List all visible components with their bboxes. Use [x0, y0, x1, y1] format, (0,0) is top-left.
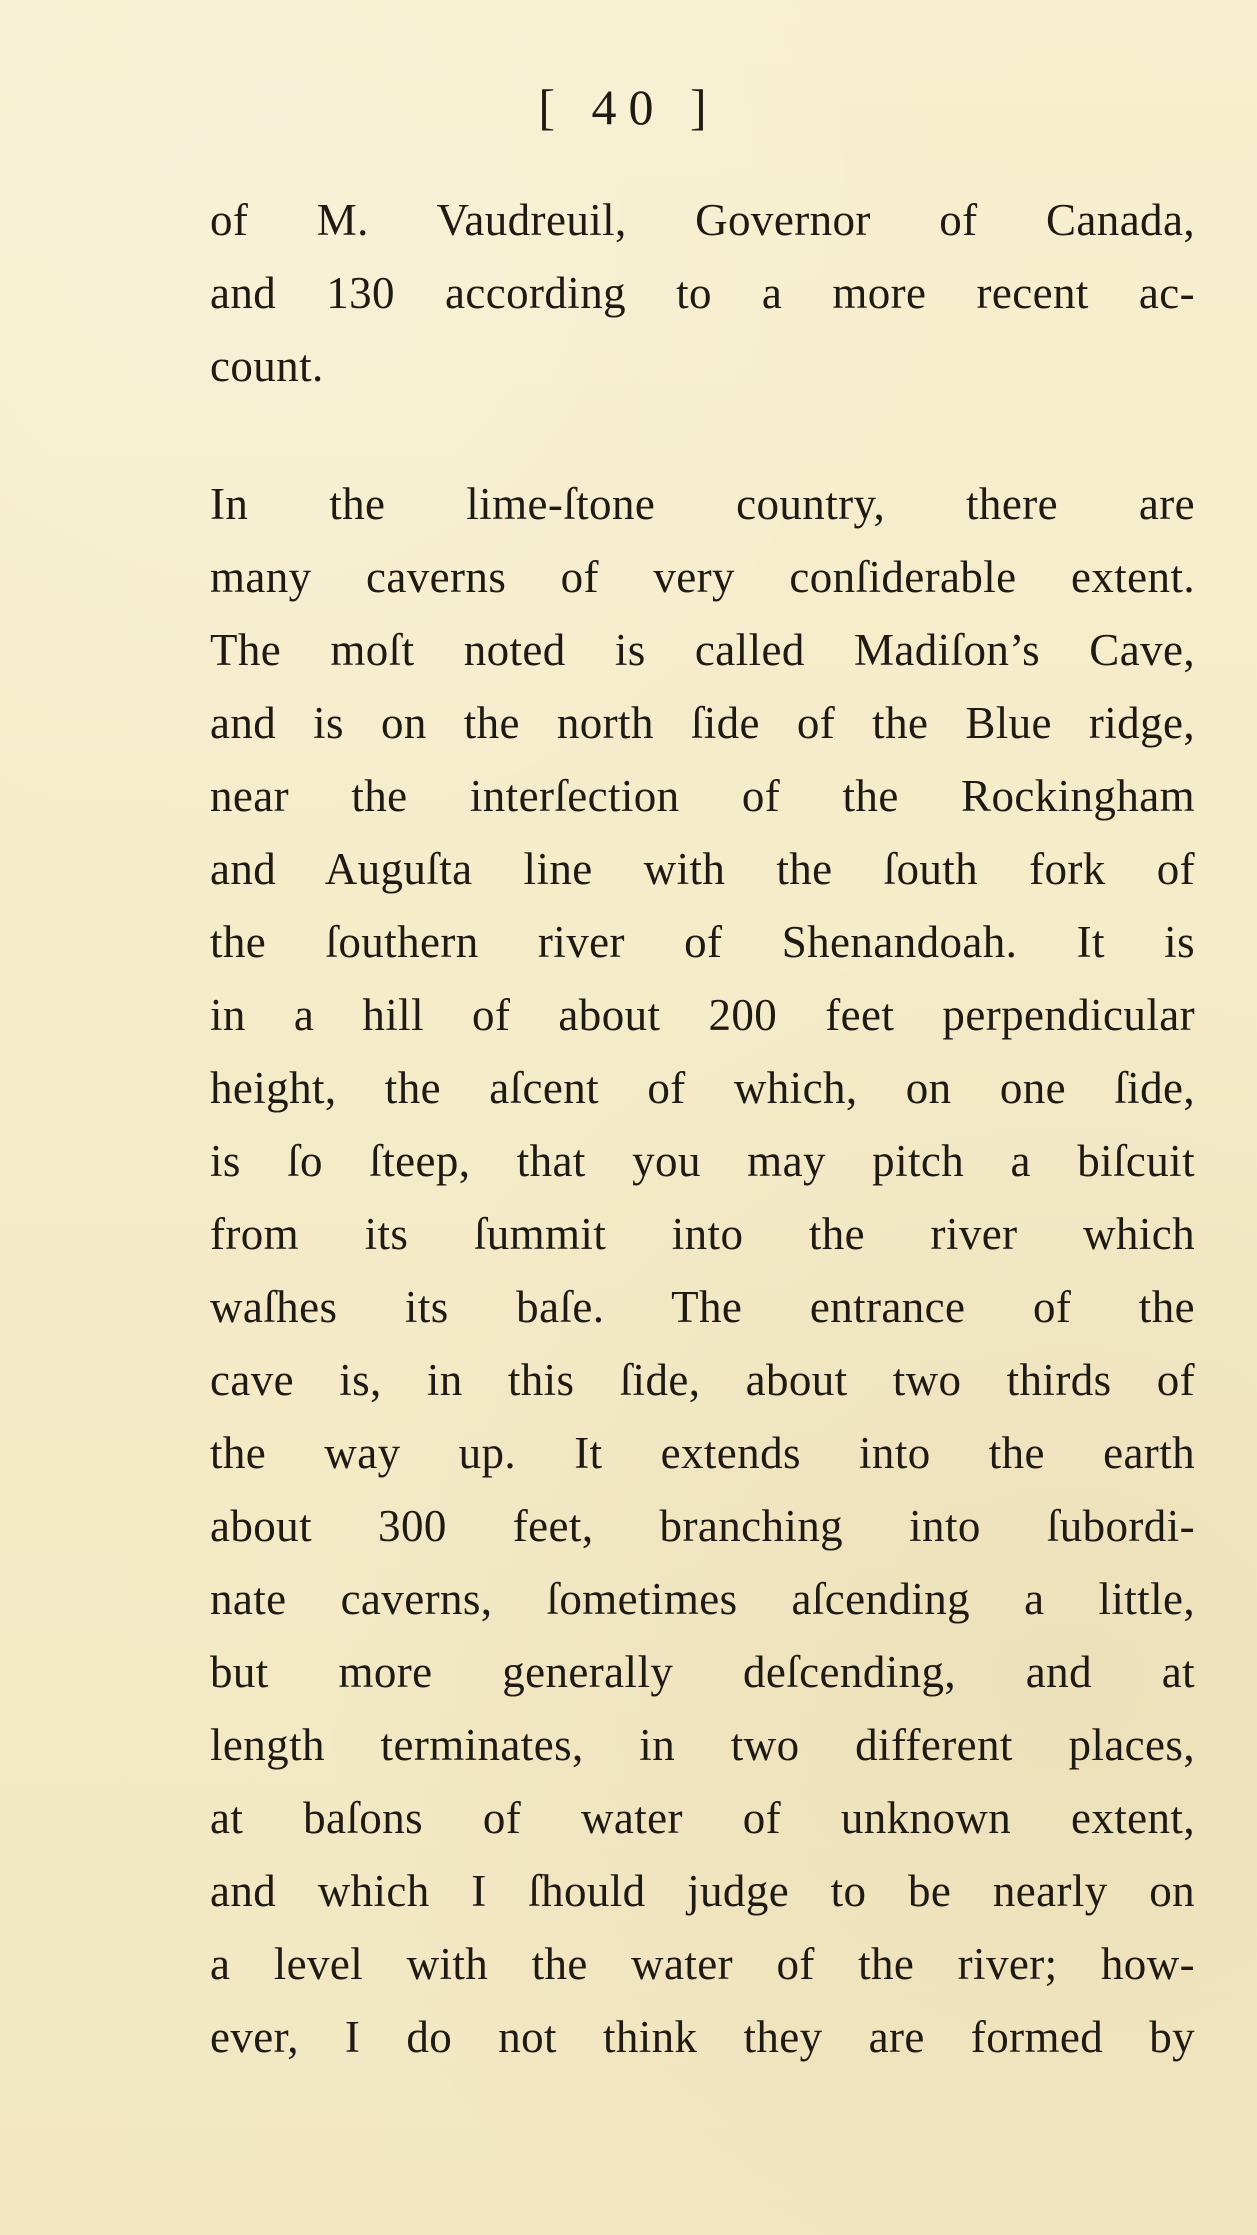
- text-line: nate caverns, ſometimes aſcending a little,: [210, 1574, 1195, 1624]
- text-line: height, the aſcent of which, on one ſide,: [210, 1063, 1195, 1113]
- text-line: of M. Vaudreuil, Governor of Canada,: [210, 195, 1195, 245]
- paragraph-2: [210, 468, 1195, 2074]
- text-line: near the interſection of the Rockingham: [210, 771, 1195, 821]
- text-line: but more generally deſcending, and at: [210, 1647, 1195, 1697]
- text-line: cave is, in this ſide, about two thirds of: [210, 1355, 1195, 1405]
- text-line: and Auguſta line with the ſouth fork of: [210, 844, 1195, 894]
- text-line: In the lime-ſtone country, there are: [210, 479, 1195, 529]
- text-line: count.: [210, 341, 324, 391]
- page-header: [ 40 ]: [538, 79, 719, 135]
- text-line: and 130 according to a more recent ac-: [210, 268, 1195, 318]
- paragraph-1: [210, 184, 1195, 403]
- text-line: from its ſummit into the river which: [210, 1209, 1195, 1259]
- text-line: many caverns of very conſiderable extent.: [210, 552, 1195, 602]
- text-line: ever, I do not think they are formed by: [210, 2012, 1195, 2062]
- text-line: length terminates, in two different places,: [210, 1720, 1195, 1770]
- text-line: a level with the water of the river; how-: [210, 1939, 1195, 1989]
- text-line: and which I ſhould judge to be nearly on: [210, 1866, 1195, 1916]
- text-line: waſhes its baſe. The entrance of the: [210, 1282, 1195, 1332]
- text-line: in a hill of about 200 feet perpendicular: [210, 990, 1195, 1040]
- text-line: is ſo ſteep, that you may pitch a biſcuit: [210, 1136, 1195, 1186]
- text-line: The moſt noted is called Madiſon’s Cave,: [210, 625, 1195, 675]
- text-line: and is on the north ſide of the Blue ridge,: [210, 698, 1195, 748]
- text-line: about 300 feet, branching into ſubordi-: [210, 1501, 1195, 1551]
- text-line: the way up. It extends into the earth: [210, 1428, 1195, 1478]
- text-line: at baſons of water of unknown extent,: [210, 1793, 1195, 1843]
- text-line: the ſouthern river of Shenandoah. It is: [210, 917, 1195, 967]
